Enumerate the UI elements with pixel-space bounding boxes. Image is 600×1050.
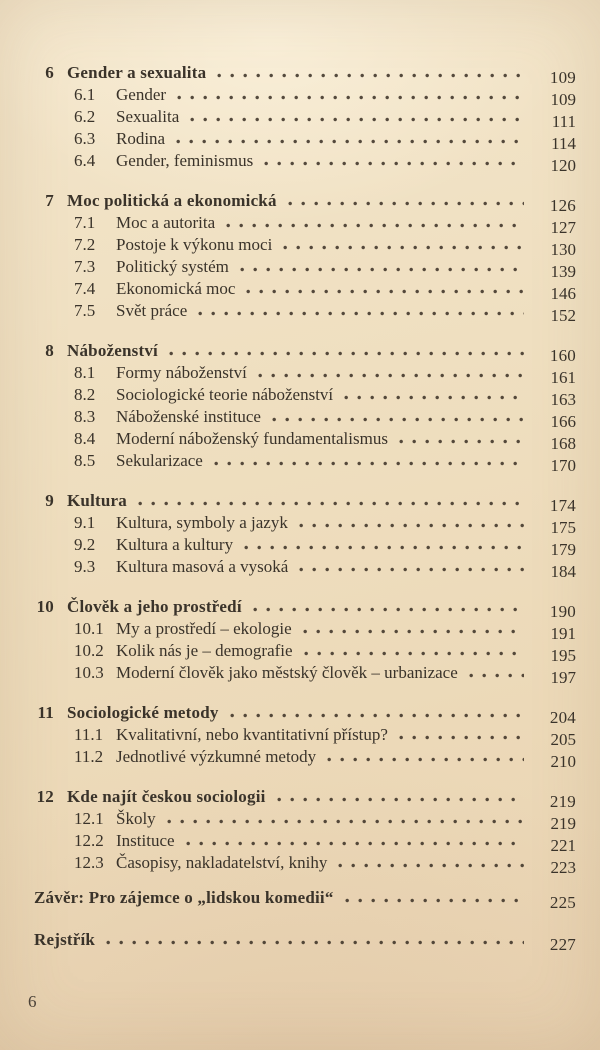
dot-leader [177, 95, 524, 100]
sub-page: 120 [550, 156, 576, 175]
toc-sub-row [34, 512, 576, 537]
chapter-page: 109 [549, 68, 576, 87]
chapter-title: Kultura [67, 491, 127, 510]
sub-number: 12.1 [74, 809, 104, 828]
toc-chapter-row [34, 190, 576, 215]
dot-leader [272, 417, 524, 422]
sub-title: Formy náboženství [116, 363, 247, 382]
sub-title: My a prostředí – ekologie [116, 619, 292, 638]
sub-page: 130 [550, 240, 576, 259]
sub-number: 10.1 [74, 619, 104, 638]
toc-sub-row [34, 618, 576, 643]
sub-page: 184 [550, 562, 576, 581]
sub-title: Jednotlivé výzkumné metody [116, 747, 317, 766]
sub-number: 7.2 [74, 235, 96, 254]
sub-number: 6.2 [74, 107, 96, 126]
sub-page: 127 [550, 218, 576, 237]
dot-leader [303, 629, 524, 634]
dot-leader [345, 898, 524, 903]
chapter-title: Moc politická a ekonomická [67, 191, 277, 210]
sub-page: 170 [550, 456, 576, 475]
dot-leader [217, 73, 524, 78]
sub-page: 163 [550, 390, 576, 409]
sub-page: 205 [550, 730, 576, 749]
sub-number: 7.3 [74, 257, 96, 276]
toc-chapter-row [34, 702, 576, 727]
sub-page: 179 [550, 540, 576, 559]
sub-title: Rodina [116, 129, 166, 148]
toc-chapter-row [34, 490, 576, 515]
sub-number: 9.3 [74, 557, 96, 576]
toc-section [34, 490, 576, 581]
chapter-number: 9 [45, 491, 54, 510]
dot-leader [264, 161, 524, 166]
sub-title: Náboženské instituce [116, 407, 261, 426]
chapter-page: 204 [549, 708, 576, 727]
dot-leader [399, 439, 524, 444]
sub-page: 146 [550, 284, 576, 303]
sub-number: 6.3 [74, 129, 96, 148]
toc-sub-row [34, 300, 576, 325]
toc-sub-row [34, 640, 576, 665]
toc-sub-row [34, 256, 576, 281]
dot-leader [176, 139, 524, 144]
dot-leader [246, 289, 524, 294]
table-of-contents [34, 62, 576, 954]
dot-leader [299, 567, 524, 572]
sub-title: Svět práce [116, 301, 188, 320]
dot-leader [399, 735, 524, 740]
sub-title: Kultura, symboly a jazyk [116, 513, 288, 532]
toc-sub-row [34, 450, 576, 475]
sub-page: 175 [550, 518, 576, 537]
toc-section [34, 62, 576, 175]
toc-sub-row [34, 278, 576, 303]
sub-title: Časopisy, nakladatelství, knihy [116, 853, 328, 872]
sub-number: 9.2 [74, 535, 96, 554]
dot-leader [106, 940, 524, 945]
dot-leader [214, 461, 524, 466]
chapter-page: 160 [549, 346, 576, 365]
toc-sub-row [34, 662, 576, 687]
sub-page: 195 [550, 646, 576, 665]
dot-leader [190, 117, 524, 122]
sub-page: 197 [550, 668, 576, 687]
toc-section [34, 702, 576, 771]
toc-section [34, 340, 576, 475]
sub-title: Instituce [116, 831, 175, 850]
dot-leader [253, 607, 524, 612]
sub-title: Gender, feminismus [116, 151, 254, 170]
sub-title: Kultura a kultury [116, 535, 234, 554]
rejstrik-title: Rejstřík [34, 930, 96, 949]
rejstrik-page: 227 [549, 935, 576, 954]
dot-leader [327, 757, 524, 762]
sub-page: 166 [550, 412, 576, 431]
sub-title: Školy [116, 809, 156, 828]
dot-leader [469, 673, 524, 678]
chapter-title: Sociologické metody [67, 703, 219, 722]
toc-section [34, 786, 576, 877]
sub-number: 8.2 [74, 385, 96, 404]
toc-sub-row [34, 534, 576, 559]
sub-number: 11.1 [74, 725, 104, 744]
sub-number: 6.4 [74, 151, 96, 170]
toc-sub-row [34, 808, 576, 833]
dot-leader [277, 797, 524, 802]
sub-title: Sexualita [116, 107, 180, 126]
toc-chapter-row [34, 596, 576, 621]
toc-sub-row [34, 428, 576, 453]
dot-leader [240, 267, 524, 272]
sub-number: 7.4 [74, 279, 96, 298]
sub-page: 168 [550, 434, 576, 453]
sub-title: Politický systém [116, 257, 229, 276]
toc-sub-row [34, 150, 576, 175]
sub-page: 111 [551, 112, 576, 131]
toc-chapter-row [34, 340, 576, 365]
dot-leader [230, 713, 524, 718]
toc-sub-row [34, 830, 576, 855]
chapter-page: 126 [549, 196, 576, 215]
chapter-title: Kde najít českou sociologii [67, 787, 266, 806]
toc-sub-row [34, 212, 576, 237]
sub-page: 223 [550, 858, 576, 877]
toc-sub-row [34, 852, 576, 877]
chapter-number: 7 [45, 191, 54, 210]
chapter-title: Člověk a jeho prostředí [67, 597, 242, 616]
sub-number: 11.2 [74, 747, 104, 766]
toc-sub-row [34, 406, 576, 431]
dot-leader [169, 351, 524, 356]
sub-number: 12.3 [74, 853, 104, 872]
zaver-title: Závěr: Pro zájemce o „lidskou komedii“ [34, 888, 334, 907]
sub-number: 8.4 [74, 429, 96, 448]
toc-section [34, 190, 576, 325]
dot-leader [344, 395, 524, 400]
page-number: 6 [28, 992, 37, 1011]
dot-leader [138, 501, 524, 506]
sub-number: 7.5 [74, 301, 96, 320]
chapter-page: 174 [549, 496, 576, 515]
sub-number: 12.2 [74, 831, 104, 850]
chapter-number: 11 [37, 703, 54, 722]
zaver-page: 225 [549, 893, 576, 912]
sub-title: Ekonomická moc [116, 279, 236, 298]
dot-leader [299, 523, 524, 528]
dot-leader [304, 651, 524, 656]
sub-number: 9.1 [74, 513, 96, 532]
sub-page: 210 [550, 752, 576, 771]
sub-title: Kvalitativní, nebo kvantitativní přístup? [116, 725, 388, 744]
sub-number: 8.3 [74, 407, 96, 426]
sub-page: 114 [551, 134, 576, 153]
sub-title: Gender [116, 85, 167, 104]
chapter-number: 8 [45, 341, 54, 360]
sub-page: 161 [550, 368, 576, 387]
toc-zaver-row [34, 887, 576, 912]
sub-number: 10.3 [74, 663, 104, 682]
dot-leader [226, 223, 524, 228]
sub-number: 6.1 [74, 85, 96, 104]
chapter-page: 219 [549, 792, 576, 811]
sub-page: 191 [550, 624, 576, 643]
toc-chapter-row [34, 62, 576, 87]
sub-title: Kolik nás je – demografie [116, 641, 293, 660]
dot-leader [258, 373, 524, 378]
toc-sub-row [34, 724, 576, 749]
sub-page: 219 [550, 814, 576, 833]
sub-title: Moderní člověk jako městský člověk – urbanizace [116, 663, 458, 682]
sub-page: 139 [550, 262, 576, 281]
dot-leader [186, 841, 524, 846]
sub-page: 109 [550, 90, 576, 109]
toc-sub-row [34, 384, 576, 409]
sub-page: 152 [550, 306, 576, 325]
toc-sub-row [34, 556, 576, 581]
toc-chapter-row [34, 786, 576, 811]
dot-leader [244, 545, 524, 550]
sub-title: Postoje k výkonu moci [116, 235, 273, 254]
chapter-page: 190 [549, 602, 576, 621]
sub-number: 7.1 [74, 213, 96, 232]
dot-leader [283, 245, 524, 250]
sub-title: Kultura masová a vysoká [116, 557, 289, 576]
toc-sub-row [34, 362, 576, 387]
sub-page: 221 [550, 836, 576, 855]
toc-rejstrik-row [34, 929, 576, 954]
sub-number: 10.2 [74, 641, 104, 660]
toc-sub-row [34, 746, 576, 771]
chapter-number: 10 [36, 597, 54, 616]
toc-sub-row [34, 234, 576, 259]
dot-leader [167, 819, 524, 824]
dot-leader [338, 863, 524, 868]
chapter-title: Gender a sexualita [67, 63, 207, 82]
sub-number: 8.5 [74, 451, 96, 470]
dot-leader [198, 311, 524, 316]
sub-number: 8.1 [74, 363, 96, 382]
sub-title: Moc a autorita [116, 213, 216, 232]
toc-sub-row [34, 106, 576, 131]
sub-title: Sociologické teorie náboženství [116, 385, 334, 404]
toc-section [34, 596, 576, 687]
chapter-title: Náboženství [67, 341, 158, 360]
sub-title: Sekularizace [116, 451, 203, 470]
toc-sub-row [34, 128, 576, 153]
chapter-number: 6 [45, 63, 54, 82]
toc-sub-row [34, 84, 576, 109]
sub-title: Moderní náboženský fundamentalismus [116, 429, 388, 448]
dot-leader [288, 201, 524, 206]
chapter-number: 12 [36, 787, 54, 806]
